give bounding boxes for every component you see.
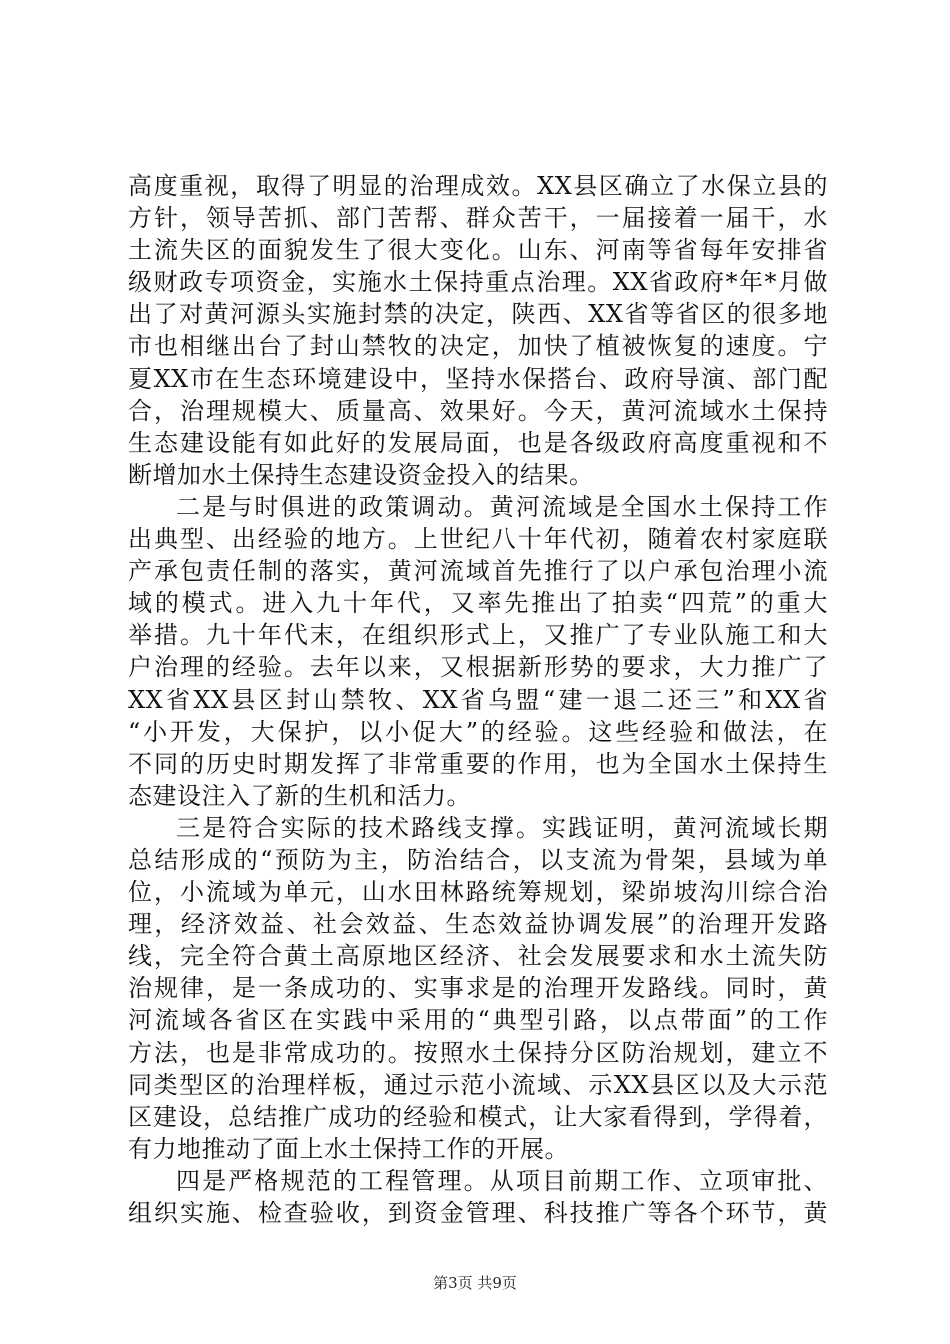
text-line: 夏XX市在生态环境建设中，坚持水保搭台、政府导演、部门配 [128, 364, 828, 393]
text-line: 域的模式。进入九十年代，又率先推出了拍卖“四荒”的重大 [128, 589, 828, 618]
page-number-footer: 第3页 共9页 [433, 1274, 517, 1292]
text-line: 断增加水土保持生态建设资金投入的结果。 [128, 460, 594, 489]
paragraph-start-line: 二是与时俱进的政策调动。黄河流域是全国水土保持工作 [176, 492, 828, 521]
paragraph-start-line: 三是符合实际的技术路线支撑。实践证明，黄河流域长期 [176, 813, 828, 842]
text-line: 不同的历史时期发挥了非常重要的作用，也为全国水土保持生 [128, 749, 828, 778]
text-line: 户治理的经验。去年以来，又根据新形势的要求，大力推广了 [128, 653, 828, 682]
text-line: 位，小流域为单元，山水田林路统筹规划，梁峁坡沟川综合治 [128, 878, 828, 907]
paragraph-start-line: 四是严格规范的工程管理。从项目前期工作、立项审批、 [176, 1166, 828, 1195]
text-line: 出了对黄河源头实施封禁的决定，陕西、XX省等省区的很多地 [128, 300, 828, 329]
text-line: 合，治理规模大、质量高、效果好。今天，黄河流域水土保持 [128, 396, 828, 425]
text-line: 线，完全符合黄土高原地区经济、社会发展要求和水土流失防 [128, 942, 828, 971]
text-line: 生态建设能有如此好的发展局面，也是各级政府高度重视和不 [128, 428, 828, 457]
text-line: 土流失区的面貌发生了很大变化。山东、河南等省每年安排省 [128, 236, 828, 265]
text-line: 同类型区的治理样板，通过示范小流域、示XX县区以及大示范 [128, 1070, 828, 1099]
text-line: 市也相继出台了封山禁牧的决定，加快了植被恢复的速度。宁 [128, 332, 828, 361]
text-line: 有力地推动了面上水土保持工作的开展。 [128, 1134, 569, 1163]
text-line: 方法，也是非常成功的。按照水土保持分区防治规划，建立不 [128, 1038, 828, 1067]
text-line: 方针，领导苦抓、部门苦帮、群众苦干，一届接着一届干，水 [128, 204, 828, 233]
text-line: 产承包责任制的落实，黄河流域首先推行了以户承包治理小流 [128, 557, 828, 586]
text-line: 级财政专项资金，实施水土保持重点治理。XX省政府*年*月做 [128, 268, 828, 297]
document-body [128, 170, 828, 1229]
text-line: 治规律，是一条成功的、实事求是的治理开发路线。同时，黄 [128, 974, 828, 1003]
text-line: 总结形成的“预防为主，防治结合，以支流为骨架，县域为单 [128, 845, 828, 874]
text-line: 组织实施、检查验收，到资金管理、科技推广等各个环节，黄 [128, 1199, 828, 1227]
text-line: XX省XX县区封山禁牧、XX省乌盟“建一退二还三”和XX省 [128, 685, 828, 714]
text-line: 出典型、出经验的地方。上世纪八十年代初，随着农村家庭联 [128, 525, 828, 554]
text-line: 河流域各省区在实践中采用的“典型引路，以点带面”的工作 [128, 1006, 828, 1035]
text-line: 理，经济效益、社会效益、生态效益协调发展”的治理开发路 [128, 910, 828, 939]
text-line: 态建设注入了新的生机和活力。 [128, 781, 471, 810]
text-line: 举措。九十年代末，在组织形式上，又推广了专业队施工和大 [128, 621, 828, 650]
text-line: “小开发，大保护，以小促大”的经验。这些经验和做法，在 [128, 717, 828, 746]
text-line: 高度重视，取得了明显的治理成效。XX县区确立了水保立县的 [128, 172, 828, 200]
text-line: 区建设，总结推广成功的经验和模式，让大家看得到，学得着， [128, 1102, 828, 1131]
